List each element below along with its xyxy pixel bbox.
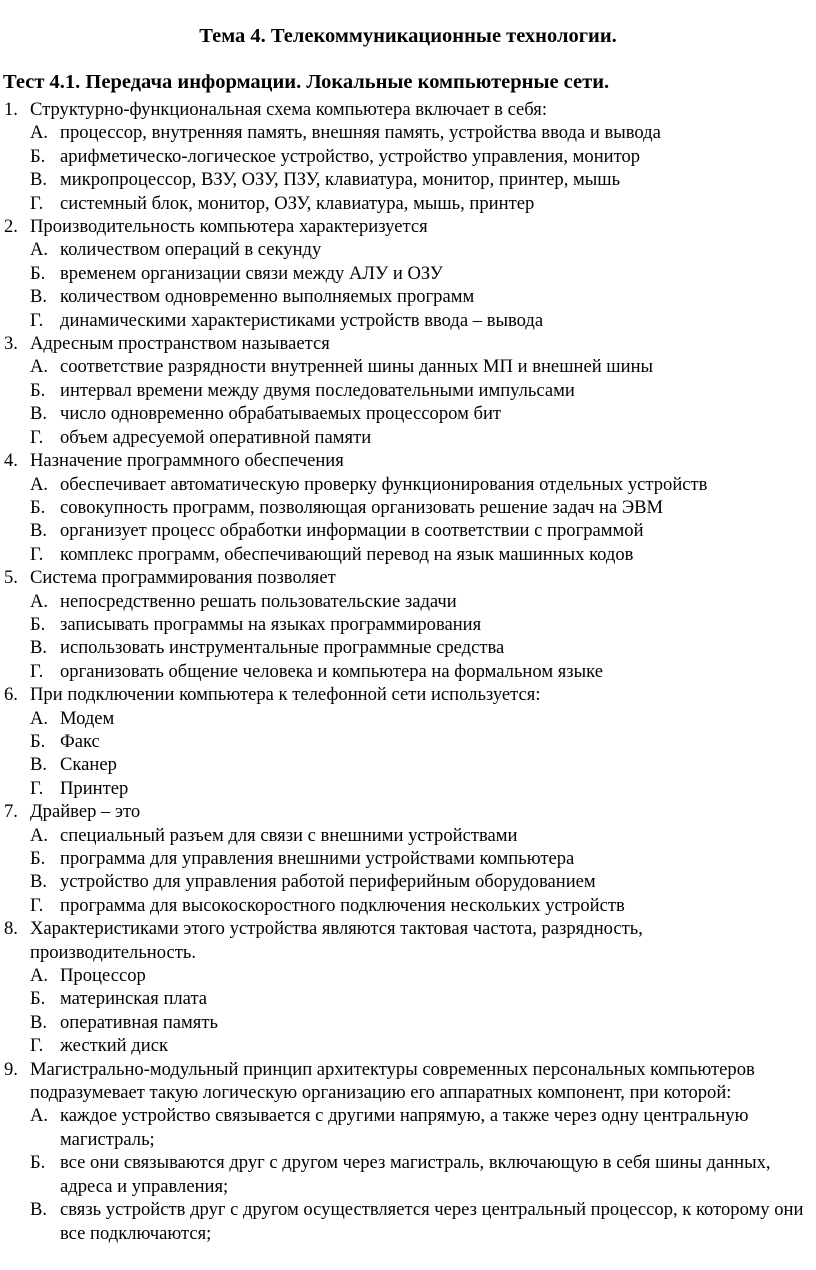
answer-option-label: Г.: [30, 660, 44, 682]
answer-option-text: записывать программы на языках программирования: [60, 613, 482, 635]
answer-option-text: системный блок, монитор, ОЗУ, клавиатура, мышь, принтер: [60, 192, 535, 214]
answer-option-text: динамическими характеристиками устройств ввода – вывода: [60, 309, 544, 331]
answer-option: [30, 473, 808, 496]
question-text: Структурно-функциональная схема компьютера включает в себя:: [30, 99, 548, 120]
answer-option-text: каждое устройство связывается с другими напрямую, а также через одну центральную магистраль;: [60, 1105, 749, 1150]
question-item: [0, 683, 816, 800]
answer-option: [30, 402, 808, 425]
answer-option: [30, 987, 808, 1010]
answer-option: [30, 285, 808, 308]
answer-option-label: Б.: [30, 1152, 46, 1174]
answer-options: [30, 121, 808, 215]
answer-option-text: временем организации связи между АЛУ и ОЗУ: [60, 262, 443, 284]
answer-option-label: В.: [30, 520, 48, 542]
answer-option: [30, 1151, 808, 1198]
question-item: [0, 1058, 816, 1245]
answer-option-text: оперативная память: [60, 1011, 218, 1033]
question-number: 7.: [4, 801, 18, 823]
answer-option: [30, 496, 808, 519]
answer-option-label: Г.: [30, 192, 44, 214]
answer-option-text: совокупность программ, позволяющая организовать решение задач на ЭВМ: [60, 496, 664, 518]
answer-options: [30, 824, 808, 918]
answer-option-label: В.: [30, 1199, 48, 1221]
question-item: [0, 449, 816, 566]
answer-option-text: комплекс программ, обеспечивающий перевод на язык машинных кодов: [60, 543, 634, 565]
answer-option-label: А.: [30, 473, 49, 495]
answer-option: [30, 1104, 808, 1151]
answer-option-text: соответствие разрядности внутренней шины данных МП и внешней шины: [60, 356, 654, 378]
answer-option-label: В.: [30, 754, 48, 776]
answer-options: [30, 238, 808, 332]
question-item: [0, 566, 816, 683]
answer-option-label: Г.: [30, 1035, 44, 1057]
answer-option-text: связь устройств друг с другом осуществляется через центральный процессор, к которому они все подключаются;: [60, 1199, 804, 1244]
answer-option-text: материнская плата: [60, 988, 208, 1010]
question-text: Производительность компьютера характеризуется: [30, 216, 428, 238]
answer-option-label: А.: [30, 965, 49, 987]
answer-option-text: обеспечивает автоматическую проверку функционирования отдельных устройств: [60, 473, 708, 495]
answer-option: [30, 730, 808, 753]
answer-option-text: количеством одновременно выполняемых программ: [60, 286, 475, 308]
answer-option-text: специальный разъем для связи с внешними устройствами: [60, 824, 518, 846]
question-text: Магистрально-модульный принцип архитектуры современных персональных компьютеров подразумевает такую логическую организацию его аппаратных компонент, при которой:: [30, 1058, 755, 1104]
answer-option: [30, 238, 808, 261]
answer-option-label: А.: [30, 122, 49, 144]
answer-option-text: использовать инструментальные программные средства: [60, 637, 505, 659]
answer-option-label: А.: [30, 1105, 49, 1127]
answer-option-text: Сканер: [60, 754, 117, 776]
question-number: 3.: [4, 333, 18, 355]
answer-option-text: Принтер: [60, 777, 129, 799]
answer-option-label: В.: [30, 286, 48, 308]
answer-option: [30, 964, 808, 987]
answer-options: [30, 355, 808, 449]
answer-option-text: организовать общение человека и компьютера на формальном языке: [60, 660, 603, 682]
answer-option: [30, 870, 808, 893]
answer-option-text: устройство для управления работой периферийным оборудованием: [60, 871, 596, 893]
answer-option: [30, 309, 808, 332]
question-number: 2.: [4, 216, 18, 238]
answer-option: [30, 543, 808, 566]
answer-option-text: интервал времени между двумя последовательными импульсами: [60, 379, 575, 401]
answer-option: [30, 426, 808, 449]
answer-option-label: Г.: [30, 309, 44, 331]
answer-option-label: Б.: [30, 379, 46, 401]
question-number: 6.: [4, 684, 18, 706]
answer-options: [30, 707, 808, 801]
answer-option: [30, 590, 808, 613]
answer-option-text: программа для высокоскоростного подключения нескольких устройств: [60, 894, 625, 916]
answer-option-label: Б.: [30, 262, 46, 284]
question-item: [0, 800, 816, 917]
answer-options: [30, 1104, 808, 1244]
answer-option-label: В.: [30, 871, 48, 893]
answer-option-text: непосредственно решать пользовательские задачи: [60, 590, 457, 612]
answer-option-label: Г.: [30, 777, 44, 799]
answer-options: [30, 590, 808, 684]
answer-option-text: Факс: [60, 730, 100, 752]
answer-option: [30, 121, 808, 144]
answer-option: [30, 379, 808, 402]
answer-option-text: Процессор: [60, 965, 146, 987]
answer-option-label: Г.: [30, 543, 44, 565]
answer-option-label: В.: [30, 403, 48, 425]
question-number: 5.: [4, 567, 18, 589]
answer-options: [30, 473, 808, 567]
question-item: [0, 917, 816, 1057]
answer-option-label: Г.: [30, 426, 44, 448]
answer-option: [30, 145, 808, 168]
answer-option: [30, 355, 808, 378]
answer-option-text: арифметическо-логическое устройство, устройство управления, монитор: [60, 145, 641, 167]
answer-option: [30, 1011, 808, 1034]
answer-option-label: В.: [30, 637, 48, 659]
answer-option: [30, 262, 808, 285]
answer-option: [30, 660, 808, 683]
answer-option: [30, 707, 808, 730]
answer-option: [30, 168, 808, 191]
answer-option-text: количеством операций в секунду: [60, 239, 322, 261]
answer-option-label: А.: [30, 356, 49, 378]
answer-option-label: Б.: [30, 496, 46, 518]
answer-option-text: процессор, внутренняя память, внешняя память, устройства ввода и вывода: [60, 122, 661, 144]
question-text: Адресным пространством называется: [30, 333, 330, 355]
question-text: Система программирования позволяет: [30, 567, 336, 589]
test-title: Тест 4.1. Передача информации. Локальные компьютерные сети.: [3, 71, 610, 93]
answer-option-label: Б.: [30, 730, 46, 752]
answer-option-text: все они связываются друг с другом через магистраль, включающую в себя шины данных, адреса и управления;: [60, 1152, 771, 1197]
answer-option-label: Б.: [30, 848, 46, 869]
answer-option-text: организует процесс обработки информации в соответствии с программой: [60, 520, 644, 542]
answer-option-label: Б.: [30, 988, 46, 1010]
answer-option-label: В.: [30, 169, 48, 191]
question-text: Назначение программного обеспечения: [30, 450, 344, 472]
question-list: [0, 98, 816, 1245]
question-text: Драйвер – это: [30, 801, 141, 823]
answer-option-text: микропроцессор, ВЗУ, ОЗУ, ПЗУ, клавиатура, монитор, принтер, мышь: [60, 169, 621, 191]
page-title: Тема 4. Телекоммуникационные технологии.: [199, 25, 617, 47]
answer-option: [30, 847, 808, 870]
answer-option: [30, 1198, 808, 1245]
answer-options: [30, 964, 808, 1058]
answer-option: [30, 636, 808, 659]
question-text: При подключении компьютера к телефонной сети используется:: [30, 684, 541, 706]
answer-option-label: А.: [30, 824, 49, 846]
answer-option-text: программа для управления внешними устройствами компьютера: [60, 848, 575, 869]
answer-option: [30, 613, 808, 636]
answer-option-label: Б.: [30, 613, 46, 635]
answer-option-label: А.: [30, 590, 49, 612]
question-number: 8.: [4, 918, 18, 940]
answer-option-label: Б.: [30, 145, 46, 167]
answer-option-text: Модем: [60, 707, 115, 729]
question-text: Характеристиками этого устройства являются тактовая частота, разрядность, производительность.: [30, 918, 643, 963]
answer-option: [30, 1034, 808, 1057]
question-item: [0, 98, 816, 215]
answer-option-text: число одновременно обрабатываемых процессором бит: [60, 403, 502, 425]
question-number: 4.: [4, 450, 18, 472]
question-item: [0, 332, 816, 449]
question-number: 9.: [4, 1058, 18, 1080]
answer-option-label: А.: [30, 239, 49, 261]
answer-option-text: объем адресуемой оперативной памяти: [60, 426, 372, 448]
answer-option: [30, 192, 808, 215]
answer-option: [30, 894, 808, 917]
question-number: 1.: [4, 99, 18, 120]
answer-option: [30, 777, 808, 800]
answer-option: [30, 519, 808, 542]
question-item: [0, 215, 816, 332]
answer-option: [30, 824, 808, 847]
answer-option-label: Г.: [30, 894, 44, 916]
answer-option: [30, 753, 808, 776]
answer-option-label: А.: [30, 707, 49, 729]
answer-option-label: В.: [30, 1011, 48, 1033]
answer-option-text: жесткий диск: [60, 1035, 168, 1057]
